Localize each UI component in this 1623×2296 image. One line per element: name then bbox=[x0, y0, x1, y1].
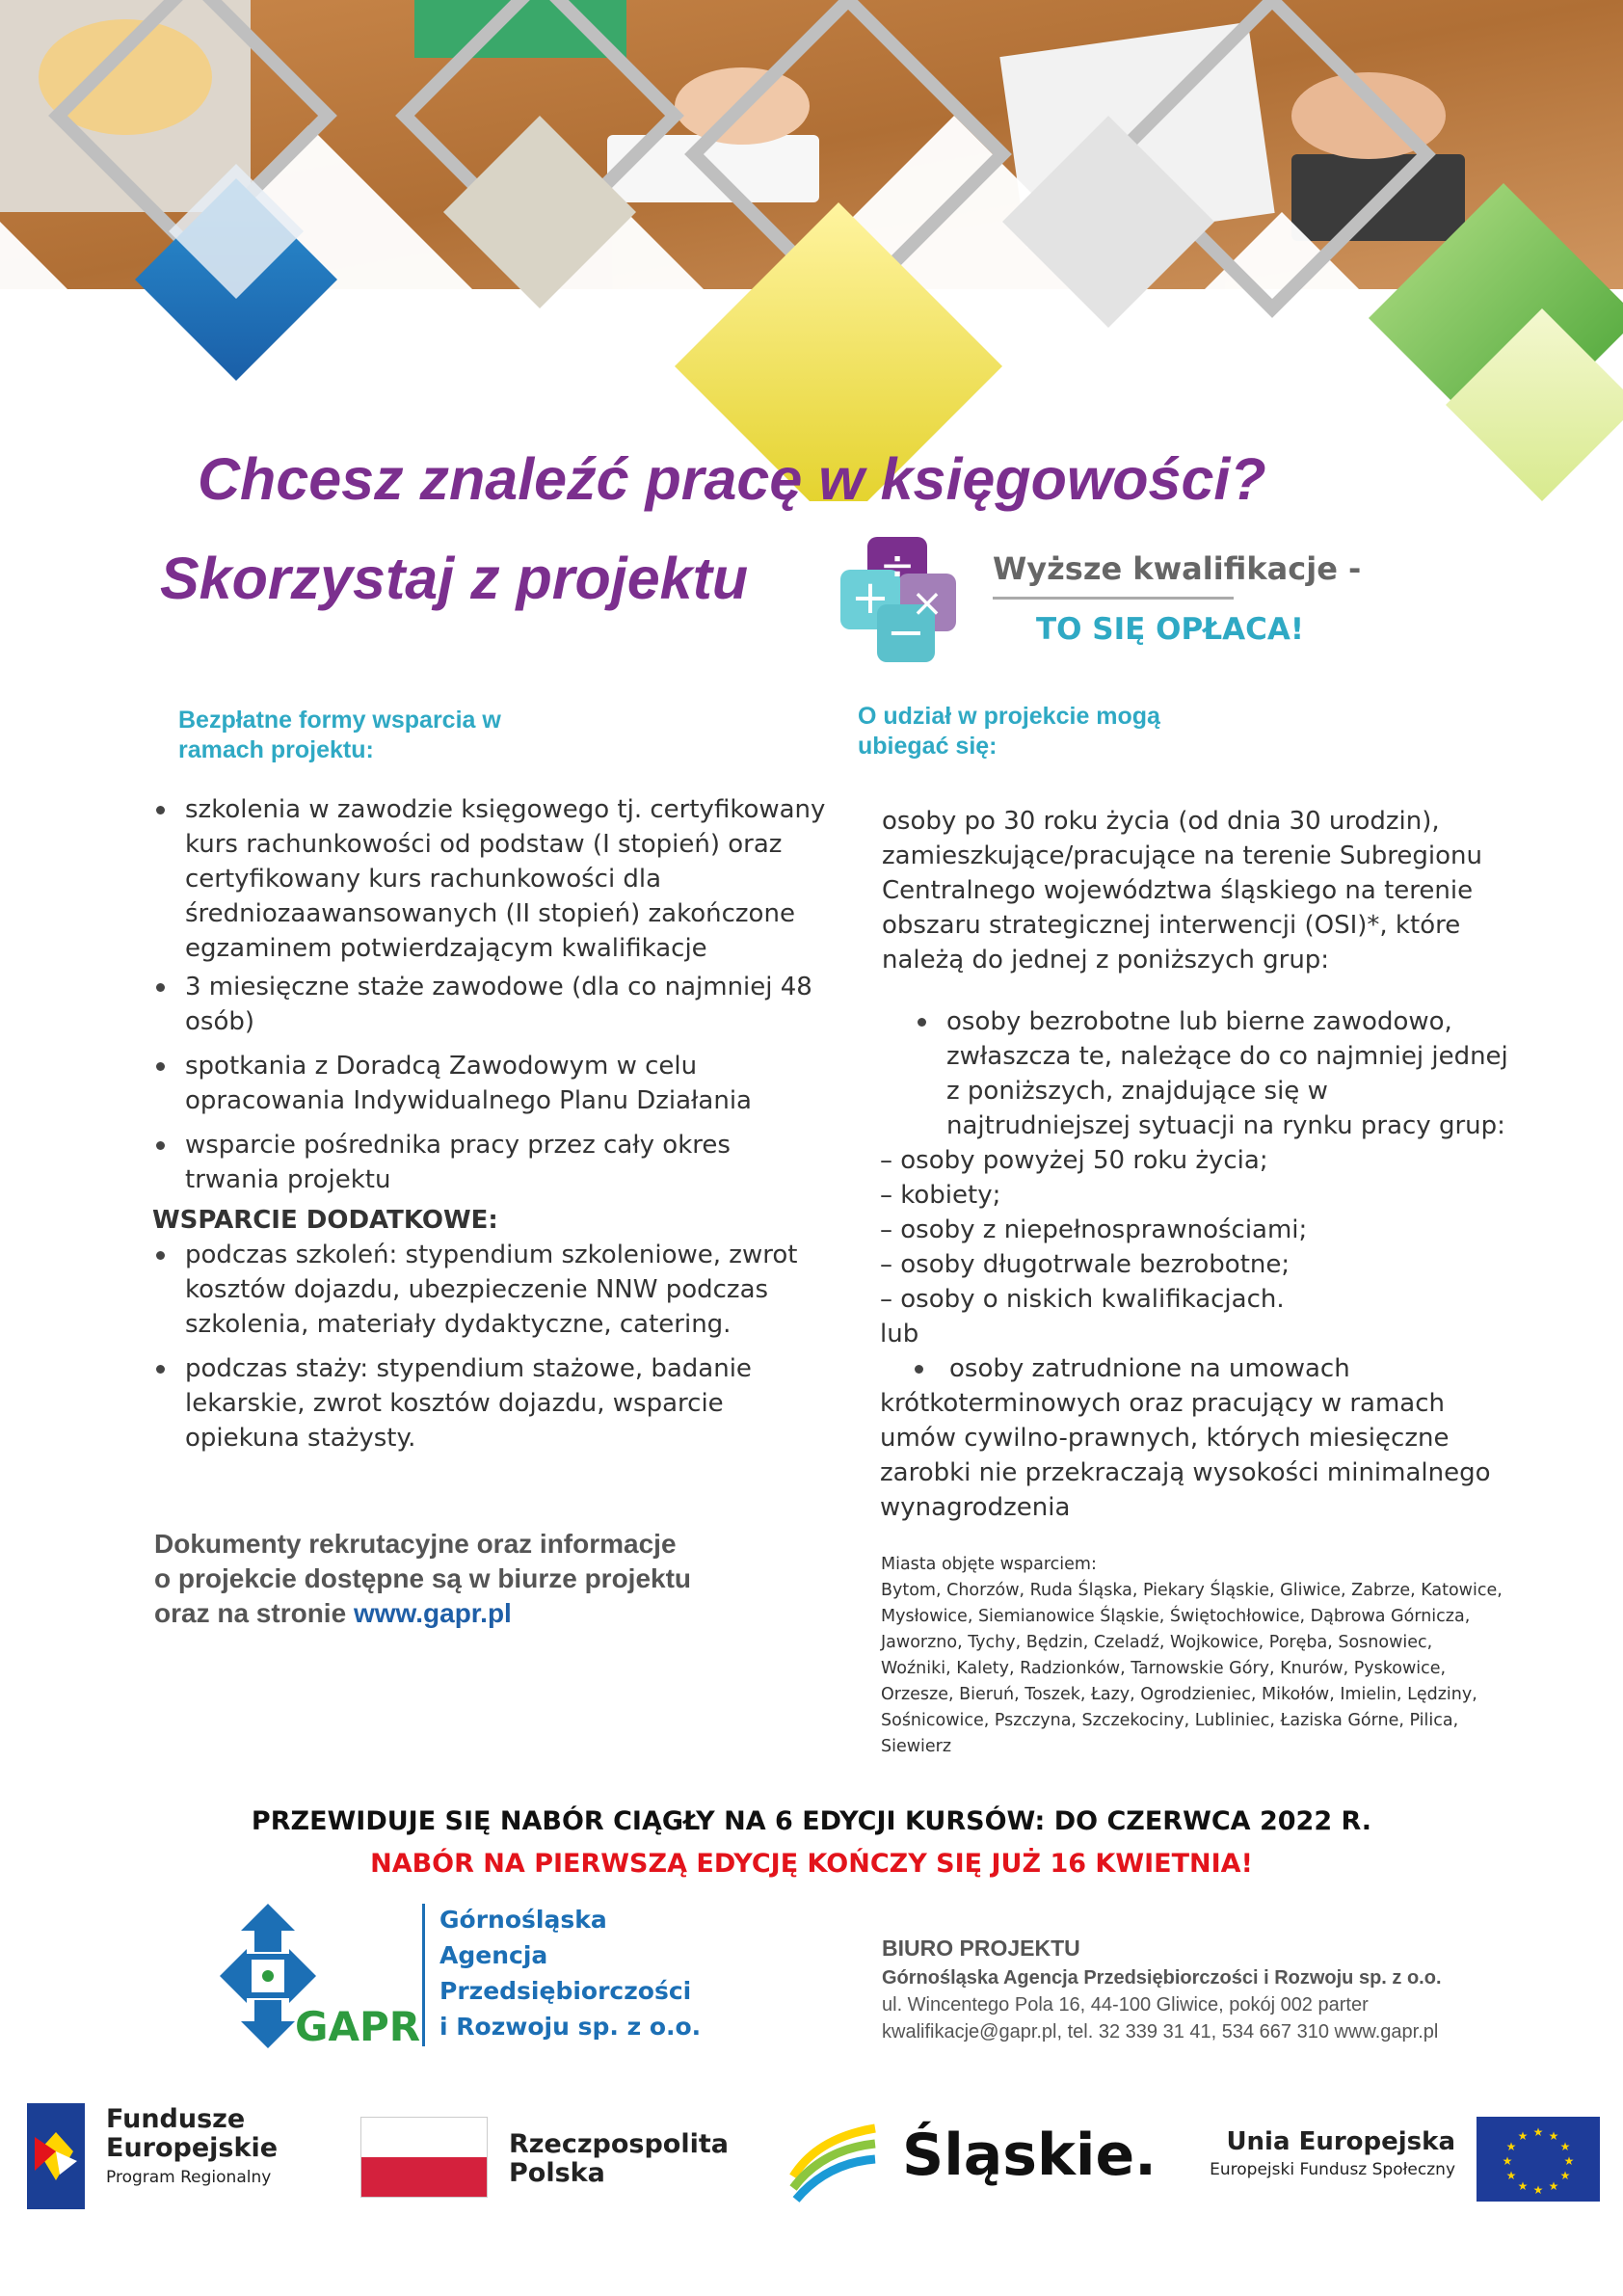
svg-text:×: × bbox=[911, 581, 944, 626]
svg-text:★: ★ bbox=[1532, 2125, 1544, 2139]
project-logo bbox=[838, 535, 1378, 670]
documents-info-line1: Dokumenty rekrutacyjne oraz informacje bbox=[154, 1529, 677, 1559]
gapr-name-line: Agencja bbox=[439, 1941, 548, 1969]
support-item: spotkania z Doradcą Zawodowym w celu opracowania Indywidualnego Planu Działania bbox=[152, 1049, 827, 1118]
eu-text bbox=[1195, 2126, 1455, 2182]
svg-text:★: ★ bbox=[1559, 2169, 1571, 2182]
office-company: Górnośląska Agencja Przedsiębiorczości i Rozwoju sp. z o.o. bbox=[882, 1967, 1442, 1989]
dash-item: – osoby o niskich kwalifikacjach. bbox=[880, 1285, 1285, 1314]
eligibility-intro: osoby po 30 roku życia (od dnia 30 urodzin), zamieszkujące/pracujące na terenie Subregionu Centralnego województwa śląskiego na terenie obszaru strategicznej interwencji (OSI)*, które należą do jednej z poniższych grup: bbox=[882, 807, 1483, 974]
headline-cta: Skorzystaj z projektu bbox=[160, 546, 749, 611]
documents-info-text: oraz na stronie bbox=[154, 1598, 347, 1628]
slaskie-waves-icon bbox=[788, 2119, 880, 2205]
polish-flag-icon bbox=[360, 2117, 488, 2198]
gapr-emblem-icon bbox=[220, 1904, 422, 2048]
deadline-announcement: NABÓR NA PIERWSZĄ EDYCJĘ KOŃCZY SIĘ JUŻ 16 KWIETNIA! bbox=[370, 1849, 1253, 1879]
gapr-name bbox=[439, 1902, 701, 2044]
extra-support-heading: WSPARCIE DODATKOWE: bbox=[152, 1206, 498, 1235]
project-office bbox=[882, 1932, 1442, 2045]
left-subheading-line2: ramach projektu: bbox=[178, 736, 374, 763]
documents-info bbox=[154, 1527, 691, 1631]
office-contact: kwalifikacje@gapr.pl, tel. 32 339 31 41, 534 667 310 www.gapr.pl bbox=[882, 2021, 1439, 2042]
svg-text:★: ★ bbox=[1517, 2179, 1529, 2193]
extra-support-item: podczas staży: stypendium stażowe, badanie lekarskie, zwrot kosztów dojazdu, wsparcie opiekuna stażysty. bbox=[152, 1351, 827, 1455]
or-separator: lub bbox=[880, 1320, 919, 1348]
svg-text:★: ★ bbox=[1563, 2154, 1575, 2168]
documents-info-line3 bbox=[154, 1596, 691, 1631]
fe-line2: Europejskie bbox=[106, 2133, 279, 2163]
right-subheading bbox=[858, 702, 1160, 761]
fe-star-icon bbox=[27, 2103, 85, 2209]
hero-photo-collage bbox=[0, 0, 1623, 501]
project-logo-line1: Wyższe kwalifikacje - bbox=[993, 550, 1362, 587]
svg-text:GAPR: GAPR bbox=[295, 2003, 421, 2048]
eligibility-dash-list bbox=[880, 1143, 1307, 1351]
svg-text:−: − bbox=[886, 605, 926, 659]
dash-item: – kobiety; bbox=[880, 1181, 1001, 1210]
fundusze-europejskie-logo bbox=[27, 2099, 316, 2215]
svg-text:★: ★ bbox=[1502, 2154, 1513, 2168]
hero-collage-illustration bbox=[0, 0, 1623, 501]
extra-support-item: podczas szkoleń: stypendium szkoleniowe, zwrot kosztów dojazdu, ubezpieczenie NNW podczas szkolenia, materiały dydaktyczne, catering. bbox=[152, 1238, 827, 1342]
cities-list: Bytom, Chorzów, Ruda Śląska, Piekary Śląskie, Gliwice, Zabrze, Katowice, Mysłowice, Siemianowice Śląskie, Świętochłowice, Dąbrowa Górnicza, Jaworzno, Tychy, Będzin, Czeladź, Wojkowice, Poręba, Sosnowiec, Woźniki, Kalety, Radzionków, Tarnowskie Góry, Knurów, Pyskowice, Orzesze, Bieruń, Toszek, Łazy, Ogrodzieniec, Mikołów, Imielin, Lędziny, Sośnicowice, Pszczyna, Szczekociny, Lubliniec, Łaziska Górne, Pilica, Siewierz bbox=[881, 1581, 1503, 1756]
documents-info-line2: o projekcie dostępne są w biurze projektu bbox=[154, 1563, 692, 1593]
gapr-name-line: Przedsiębiorczości bbox=[439, 1977, 692, 2005]
math-symbols-icon bbox=[838, 535, 983, 670]
cities-block bbox=[881, 1552, 1507, 1760]
svg-text:+: + bbox=[850, 571, 891, 625]
bullet-icon bbox=[915, 1365, 923, 1374]
eligibility-group2-rest: krótkoterminowych oraz pracujący w ramach umów cywilno-prawnych, których miesięczne zarobki nie przekraczają wysokości minimalnego wynagrodzenia bbox=[880, 1389, 1491, 1522]
cities-label: Miasta objęte wsparciem: bbox=[881, 1555, 1097, 1574]
eu-line1: Unia Europejska bbox=[1226, 2127, 1455, 2156]
recruitment-announcement: PRZEWIDUJE SIĘ NABÓR CIĄGŁY NA 6 EDYCJI KURSÓW: DO CZERWCA 2022 R. bbox=[251, 1806, 1372, 1836]
eligibility-group2-first bbox=[880, 1351, 1506, 1386]
svg-text:★: ★ bbox=[1505, 2169, 1517, 2182]
eligibility-group1 bbox=[914, 1004, 1511, 1143]
gapr-divider bbox=[422, 1904, 425, 2046]
rp-text bbox=[509, 2130, 729, 2188]
gapr-name-line: i Rozwoju sp. z o.o. bbox=[439, 2013, 702, 2041]
rp-line2: Polska bbox=[509, 2158, 605, 2188]
dash-item: – osoby powyżej 50 roku życia; bbox=[880, 1146, 1268, 1175]
svg-text:★: ★ bbox=[1548, 2179, 1559, 2193]
slaskie-text: Śląskie. bbox=[902, 2122, 1157, 2189]
fe-text bbox=[106, 2105, 278, 2192]
eligibility-group2-first-text: osoby zatrudnione na umowach bbox=[949, 1354, 1350, 1383]
svg-text:★: ★ bbox=[1532, 2183, 1544, 2197]
dash-item: – osoby z niepełnosprawnościami; bbox=[880, 1215, 1308, 1244]
right-subheading-line2: ubiegać się: bbox=[858, 733, 998, 760]
left-subheading bbox=[178, 706, 501, 765]
headline-question: Chcesz znaleźć pracę w księgowości? bbox=[198, 446, 1266, 512]
svg-text:★: ★ bbox=[1559, 2140, 1571, 2153]
eligibility-group1-text: osoby bezrobotne lub bierne zawodowo, zwłaszcza te, należące do co najmniej jednej z poniższych, znajdujące się w najtrudniejszej sytuacji na rynku pracy grup: bbox=[914, 1004, 1511, 1143]
website-link[interactable]: www.gapr.pl bbox=[353, 1598, 512, 1628]
support-item: 3 miesięczne staże zawodowe (dla co najmniej 48 osób) bbox=[152, 970, 827, 1039]
support-list bbox=[152, 792, 827, 1455]
project-logo-line2: TO SIĘ OPŁACA! bbox=[1036, 612, 1304, 647]
svg-text:★: ★ bbox=[1505, 2140, 1517, 2153]
eu-flag-icon bbox=[1477, 2117, 1600, 2202]
fe-line3: Program Regionalny bbox=[106, 2168, 272, 2187]
office-title: BIURO PROJEKTU bbox=[882, 1936, 1080, 1961]
rp-line1: Rzeczpospolita bbox=[509, 2129, 729, 2159]
dash-item: – osoby długotrwale bezrobotne; bbox=[880, 1250, 1290, 1279]
left-subheading-line1: Bezpłatne formy wsparcia w bbox=[178, 707, 501, 734]
svg-text:÷: ÷ bbox=[879, 541, 916, 590]
svg-text:★: ★ bbox=[1548, 2129, 1559, 2143]
svg-text:★: ★ bbox=[1517, 2129, 1529, 2143]
gapr-logo bbox=[220, 1904, 702, 2048]
support-item: szkolenia w zawodzie księgowego tj. certyfikowany kurs rachunkowości od podstaw (I stopień) oraz certyfikowany kurs rachunkowości dla średniozaawansowanych (II stopień) zakończone egzaminem potwierdzającym kwalifikacje bbox=[152, 792, 827, 966]
eligibility-group2 bbox=[880, 1351, 1506, 1525]
gapr-name-line: Górnośląska bbox=[439, 1906, 607, 1934]
fe-line1: Fundusze bbox=[106, 2104, 246, 2134]
office-address: ul. Wincentego Pola 16, 44-100 Gliwice, pokój 002 parter bbox=[882, 1994, 1369, 2016]
right-subheading-line1: O udział w projekcie mogą bbox=[858, 703, 1160, 730]
project-logo-divider bbox=[993, 597, 1234, 600]
support-item: wsparcie pośrednika pracy przez cały okres trwania projektu bbox=[152, 1128, 827, 1197]
eu-line2: Europejski Fundusz Społeczny bbox=[1210, 2160, 1455, 2179]
slaskie-logo bbox=[788, 2113, 1174, 2209]
